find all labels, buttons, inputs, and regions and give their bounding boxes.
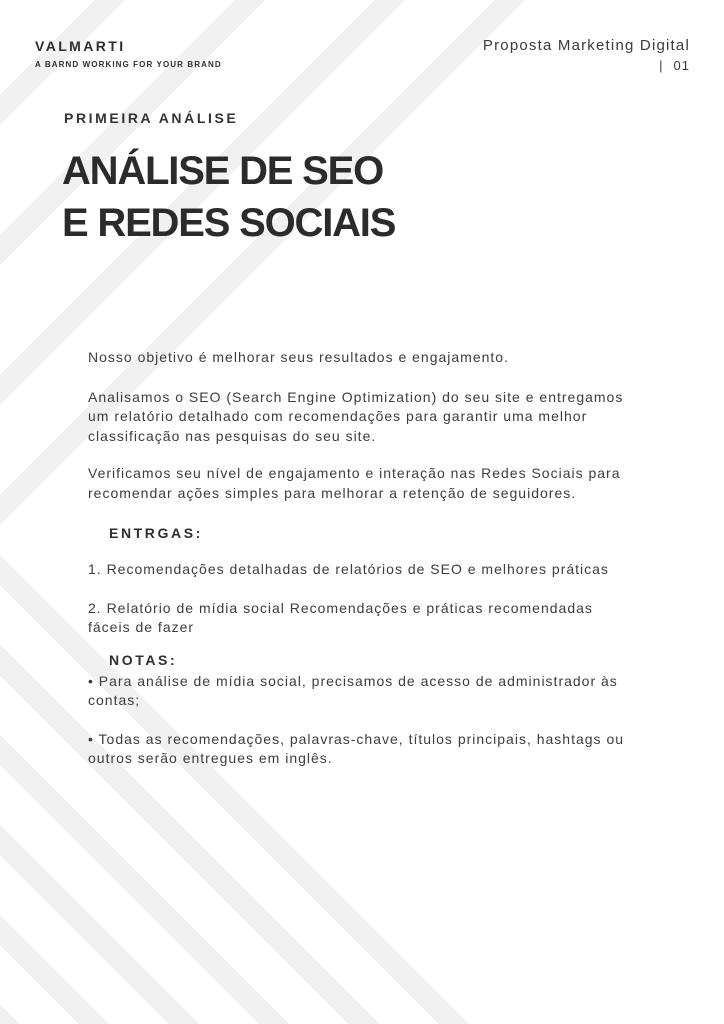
notes-heading: NOTAS: bbox=[109, 651, 178, 668]
note-item: • Todas as recomendações, palavras-chave, títulos principais, hashtags ou outros serão entregues em inglês. bbox=[88, 730, 625, 766]
document-header bbox=[483, 37, 690, 73]
deliverable-item: 1. Recomendações detalhadas de relatórios de SEO e melhores práticas bbox=[88, 561, 609, 577]
page-title-line-1: ANÁLISE DE SEO bbox=[62, 149, 384, 193]
objective-paragraph: Nosso objetivo é melhorar seus resultados e engajamento. bbox=[88, 349, 509, 365]
brand-name: VALMARTI bbox=[35, 38, 126, 54]
deliverables-heading: ENTRGAS: bbox=[109, 525, 203, 541]
note-item: • Para análise de mídia social, precisamos de acesso de administrador às contas; bbox=[88, 672, 618, 708]
social-paragraph: Verificamos seu nível de engajamento e interação nas Redes Sociais para recomendar ações simples para melhorar a retenção de seguidores. bbox=[88, 465, 621, 501]
page-title bbox=[62, 145, 395, 249]
page-title-line-2: E REDES SOCIAIS bbox=[62, 201, 396, 245]
page-separator: | bbox=[659, 58, 664, 73]
document-title: Proposta Marketing Digital bbox=[482, 37, 690, 54]
brand-block bbox=[35, 38, 222, 69]
main-content bbox=[88, 348, 628, 769]
seo-paragraph: Analisamos o SEO (Search Engine Optimization) do seu site e entregamos um relatório detalhado com recomendações para garantir uma melhor classificação nas pesquisas do seu site. bbox=[88, 388, 624, 444]
brand-tagline: A BARND WORKING FOR YOUR BRAND bbox=[35, 60, 222, 69]
page-indicator bbox=[483, 58, 690, 73]
section-kicker: PRIMEIRA ANÁLISE bbox=[64, 110, 239, 126]
page-number: 01 bbox=[673, 58, 690, 73]
deliverable-item: 2. Relatório de mídia social Recomendações e práticas recomendadas fáceis de fazer bbox=[88, 599, 593, 635]
